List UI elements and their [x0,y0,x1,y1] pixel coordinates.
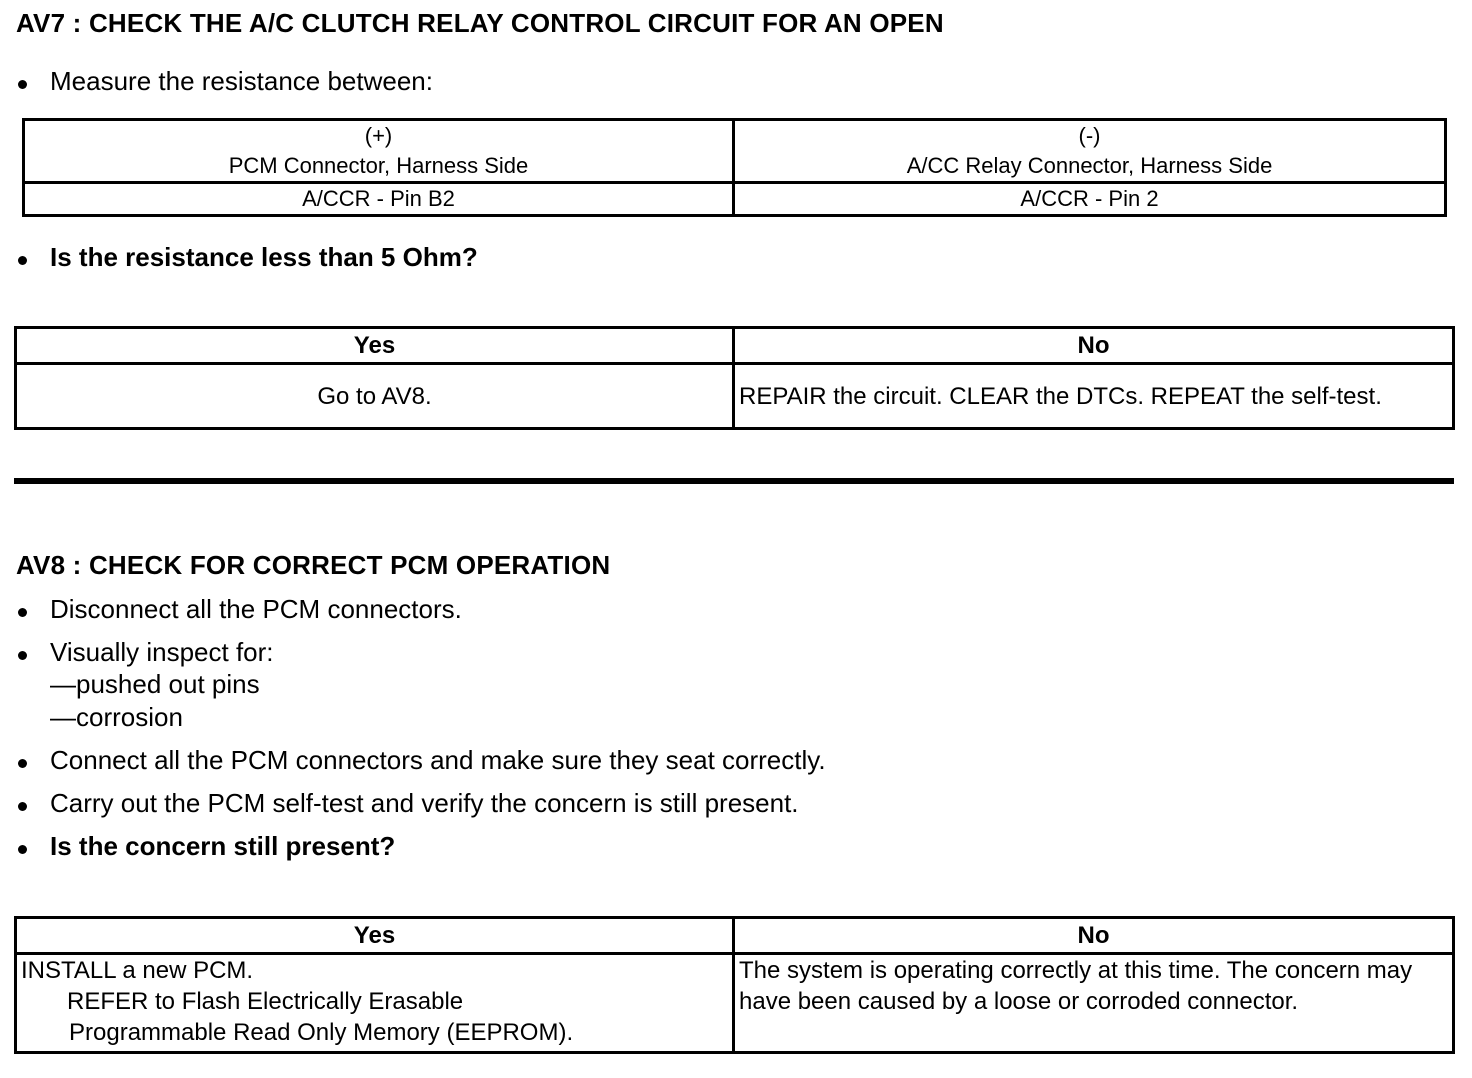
inspect-sub-item: —pushed out pins [50,669,260,699]
bullet-icon [18,608,27,617]
table-row [24,120,1446,183]
table-header-cell [734,120,1446,183]
pcm-pin-cell: A/CCR - Pin B2 [24,183,734,216]
av8-title: AV8 : CHECK FOR CORRECT PCM OPERATION [16,550,611,580]
measurement-table [22,118,1447,217]
polarity-minus: (-) [1078,123,1101,148]
question-text: Is the resistance less than 5 Ohm? [50,242,478,272]
yes-header: Yes [16,918,734,954]
step-text: Disconnect all the PCM connectors. [50,594,462,624]
av8-result-table [14,916,1455,1054]
relay-pin-cell: A/CCR - Pin 2 [734,183,1446,216]
question-text: Is the concern still present? [50,831,396,861]
bullet-icon [18,256,27,265]
no-header: No [734,328,1454,364]
yes-line: INSTALL a new PCM. [21,957,254,984]
yes-header: Yes [16,328,734,364]
step-text: Carry out the PCM self-test and verify the concern is still present. [50,788,799,818]
yes-line: REFER to Flash Electrically Erasable [67,988,464,1015]
av7-title: AV7 : CHECK THE A/C CLUTCH RELAY CONTROL CIRCUIT FOR AN OPEN [16,8,944,38]
no-cell: The system is operating correctly at this time. The concern may have been caused by a loose or corroded connector. [734,954,1454,1053]
step-text: Connect all the PCM connectors and make sure they seat correctly. [50,745,826,775]
inspect-sub-item: —corrosion [50,702,183,732]
yes-cell [16,954,734,1053]
table-row [16,364,1454,429]
bullet-icon [18,802,27,811]
table-row [16,918,1454,954]
table-header-cell [24,120,734,183]
table-row [16,328,1454,364]
yes-line: Programmable Read Only Memory (EEPROM). [69,1019,574,1046]
no-header: No [734,918,1454,954]
table-row [24,183,1446,216]
bullet-icon [18,845,27,854]
step-text: Measure the resistance between: [50,66,433,96]
bullet-icon [18,759,27,768]
section-divider [14,478,1454,484]
bullet-icon [18,80,27,89]
av7-result-table [14,326,1455,430]
step-text: Visually inspect for: [50,637,274,667]
polarity-plus: (+) [364,123,393,148]
relay-connector-header: A/CC Relay Connector, Harness Side [906,153,1273,178]
bullet-icon [18,651,27,660]
yes-cell: Go to AV8. [16,364,734,429]
no-cell: REPAIR the circuit. CLEAR the DTCs. REPEAT the self-test. [734,364,1454,429]
table-row [16,954,1454,1053]
pcm-connector-header: PCM Connector, Harness Side [228,153,529,178]
